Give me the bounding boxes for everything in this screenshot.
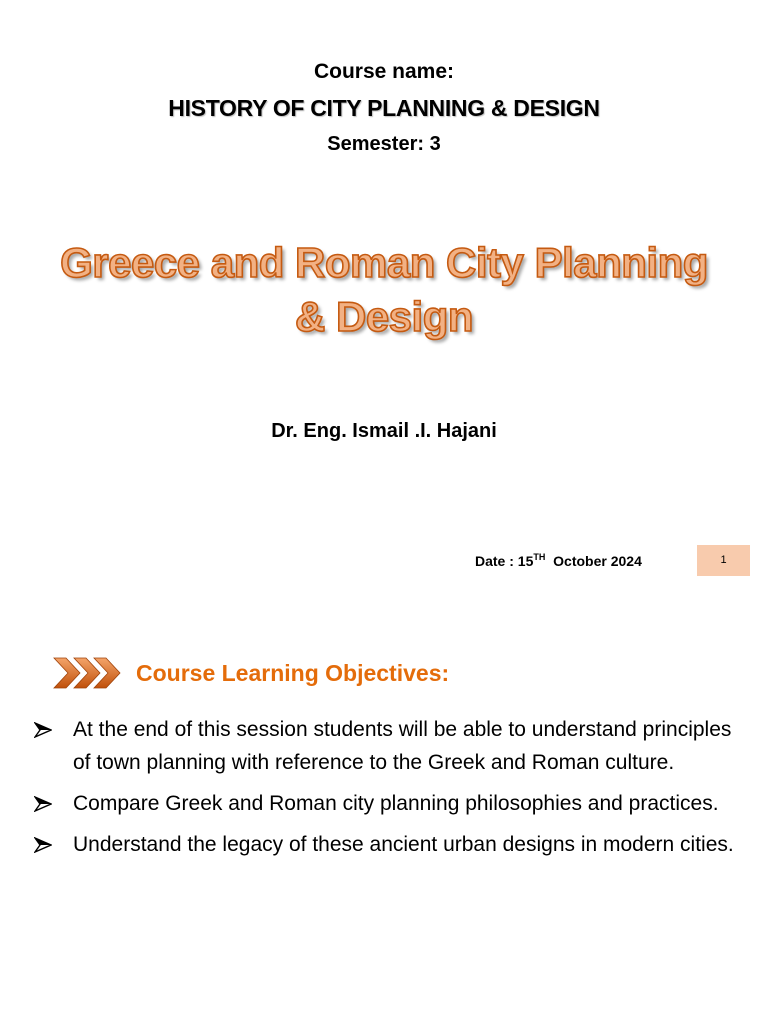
page-number-badge: 1: [697, 545, 750, 576]
list-item: [34, 828, 734, 861]
objective-text: Understand the legacy of these ancient urban designs in modern cities.: [73, 833, 734, 856]
slide-title-line-1: Greece and Roman City Planning: [60, 239, 708, 286]
objectives-header: [52, 655, 449, 691]
arrowhead-bullet-icon: [34, 722, 52, 738]
objective-text: At the end of this session students will be able to understand principles of town planning with reference to the Greek and Roman culture.: [73, 718, 732, 774]
course-label: Course name:: [313, 60, 455, 83]
author-name: Dr. Eng. Ismail .I. Hajani: [271, 420, 497, 442]
objectives-list: [34, 713, 734, 869]
date-suffix: October 2024: [553, 553, 642, 569]
arrowhead-bullet-icon: [34, 837, 52, 853]
date-label: [475, 552, 642, 569]
objectives-slide: [0, 600, 768, 1024]
objective-text: Compare Greek and Roman city planning philosophies and practices.: [73, 792, 719, 815]
triple-chevron-icon: [52, 655, 124, 691]
date-superscript: TH: [533, 552, 546, 562]
objectives-heading: Course Learning Objectives:: [136, 659, 450, 686]
date-prefix: Date : 15: [475, 553, 534, 569]
slide-title-line-2: & Design: [294, 293, 474, 340]
course-name: HISTORY OF CITY PLANNING & DESIGN: [168, 95, 600, 121]
list-item: [34, 787, 734, 820]
list-item: [34, 713, 734, 779]
arrowhead-bullet-icon: [34, 796, 52, 812]
slide-title: [20, 236, 748, 344]
semester-label: Semester: 3: [327, 133, 441, 155]
